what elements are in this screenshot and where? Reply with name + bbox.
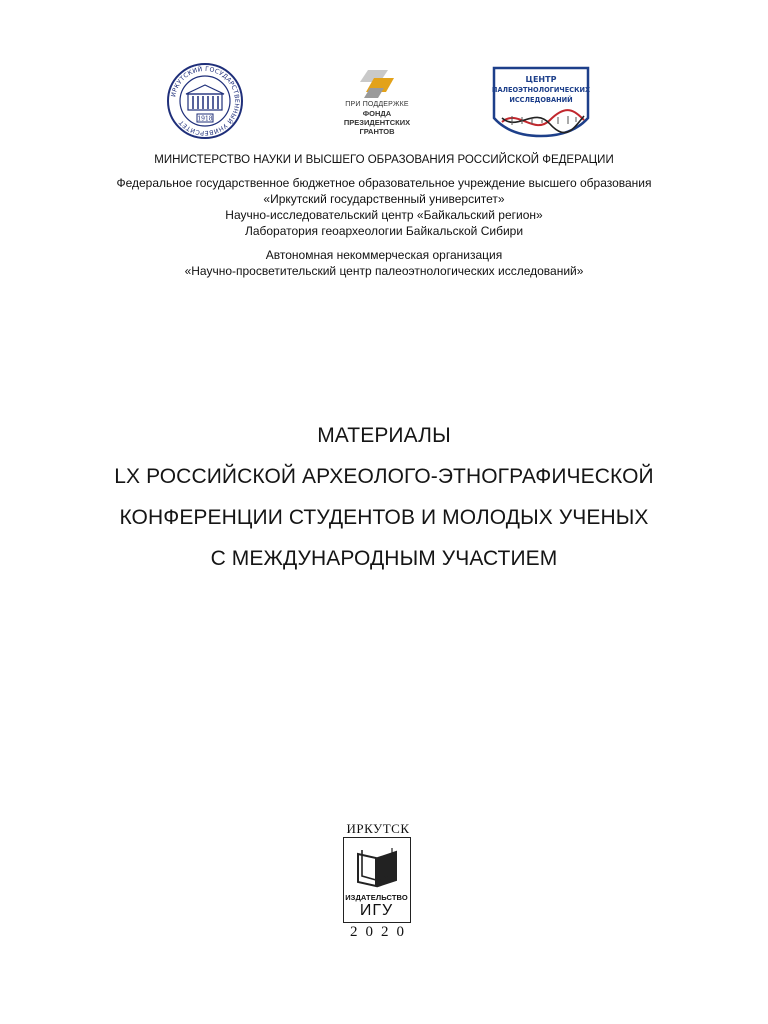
document-title — [0, 415, 768, 579]
org-line: Федеральное государственное бюджетное образовательное учреждение высшего образования — [116, 176, 652, 190]
publisher-name: ИГУ — [359, 902, 394, 919]
anko-line: «Научно-просветительский центр палеоэтнологических исследований» — [184, 264, 584, 278]
anko-block — [0, 247, 768, 279]
paleoethnology-center-icon — [488, 62, 594, 140]
publisher-mark — [340, 822, 416, 942]
title-line: МАТЕРИАЛЫ — [317, 424, 451, 447]
cpi-line1: ЦЕНТР — [525, 75, 557, 84]
ministry-heading: МИНИСТЕРСТВО НАУКИ И ВЫСШЕГО ОБРАЗОВАНИЯ РОССИЙСКОЙ ФЕДЕРАЦИИ — [154, 154, 614, 166]
title-line: КОНФЕРЕНЦИИ СТУДЕНТОВ И МОЛОДЫХ УЧЕНЫХ — [119, 506, 649, 529]
open-book-icon — [354, 846, 400, 888]
title-line: С МЕЖДУНАРОДНЫМ УЧАСТИЕМ — [210, 547, 558, 570]
isu-year: 1918 — [197, 115, 213, 123]
isu-emblem-icon — [166, 62, 244, 140]
presidential-grants-icon — [322, 62, 432, 142]
logos-row — [0, 62, 768, 142]
org-line: «Иркутский государственный университет» — [263, 192, 505, 206]
anko-line: Автономная некоммерческая организация — [265, 248, 503, 262]
publisher-logo-box — [343, 837, 411, 923]
pfg-support: ПРИ ПОДДЕРЖКЕ — [345, 101, 409, 108]
isu-ring-text: ИРКУТСКИЙ ГОСУДАРСТВЕННЫЙ УНИВЕРСИТЕТ — [170, 65, 241, 137]
org-line: Научно-исследовательский центр «Байкальский регион» — [225, 208, 543, 222]
pfg-line2: ПРЕЗИДЕНТСКИХ — [343, 118, 411, 127]
cpi-line3: ИССЛЕДОВАНИЙ — [509, 96, 573, 104]
publication-year: 2020 — [350, 924, 412, 940]
cpi-line2: ПАЛЕОЭТНОЛОГИЧЕСКИХ — [491, 86, 591, 94]
publisher-city: ИРКУТСК — [346, 821, 410, 836]
pfg-line3: ГРАНТОВ — [359, 127, 395, 136]
organization-block — [0, 175, 768, 239]
org-line: Лаборатория геоархеологии Байкальской Сибири — [244, 224, 524, 238]
title-line: LX РОССИЙСКОЙ АРХЕОЛОГО-ЭТНОГРАФИЧЕСКОЙ — [114, 465, 654, 488]
pfg-line1: ФОНДА — [362, 109, 392, 118]
publisher-label: ИЗДАТЕЛЬСТВО — [345, 893, 408, 902]
